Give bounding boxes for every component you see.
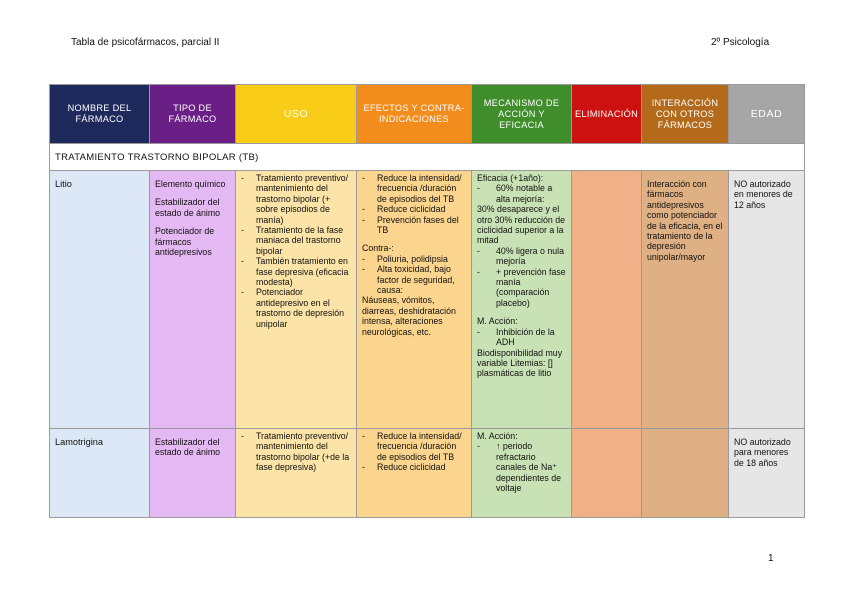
effect-item: - Reduce la intensidad/ frecuencia /duración de episodios del TB xyxy=(362,431,466,462)
contraindication-item: - Alta toxicidad, bajo factor de seguridad, causa: xyxy=(362,264,466,295)
efficacy-title: Eficacia (+1año): xyxy=(477,173,544,183)
action-title: M. Acción: xyxy=(477,431,518,441)
psychopharmaceuticals-table xyxy=(49,84,805,518)
effect-item: - Reduce la intensidad/ frecuencia /duración de episodios del TB xyxy=(362,173,466,204)
page-number: 1 xyxy=(768,553,774,564)
mechanism-cell xyxy=(472,171,572,429)
use-item: - Tratamiento preventivo/ mantenimiento del trastorno bipolar (+de la fase depresiva) xyxy=(241,431,351,473)
course-label: 2º Psicología xyxy=(711,37,770,48)
drug-type: Estabilizador del estado de ánimo xyxy=(155,197,221,218)
table-row-lamotrigina xyxy=(50,429,805,518)
contraindication-item: - Poliuria, polidipsia xyxy=(362,254,466,264)
drug-type-cell xyxy=(150,429,236,518)
mechanism-cell xyxy=(472,429,572,518)
column-header-nombre: NOMBRE DEL FÁRMACO xyxy=(50,85,150,144)
elimination-cell xyxy=(572,171,642,429)
column-header-efectos: EFECTOS Y CONTRA-INDICACIONES xyxy=(357,85,472,144)
interaction-cell: Interacción con fármacos antidepresivos como potenciador de la eficacia, en el tratamiento de la depresión unipolar/mayor xyxy=(642,171,729,429)
effect-item: - Reduce ciclicidad xyxy=(362,204,466,214)
use-item: - Tratamiento de la fase maniaca del trastorno bipolar xyxy=(241,225,351,256)
action-item: - Inhibición de la ADH xyxy=(477,327,566,348)
use-item: - Potenciador antidepresivo en el trastorno de depresión unipolar xyxy=(241,287,351,329)
column-header-eliminacion: ELIMINACIÓN xyxy=(572,85,642,144)
drug-type-cell xyxy=(150,171,236,429)
use-cell xyxy=(236,171,357,429)
section-row xyxy=(50,144,805,171)
efficacy-item: - 40% ligera o nula mejoría xyxy=(477,246,566,267)
interaction-cell xyxy=(642,429,729,518)
efficacy-detail: 30% desaparece y el otro 30% reducción de ciclicidad superior a la mitad xyxy=(477,204,566,246)
drug-type: Elemento químico xyxy=(155,179,226,189)
table-header-row xyxy=(50,85,805,144)
drug-name: Litio xyxy=(50,171,150,429)
effects-cell xyxy=(357,171,472,429)
column-header-edad: EDAD xyxy=(729,85,805,144)
effect-item: - Reduce ciclicidad xyxy=(362,462,466,472)
contraindication-detail: Náuseas, vómitos, diarreas, deshidratación intensa, alteraciones neurológicas, etc. xyxy=(362,295,456,337)
column-header-tipo: TIPO DE FÁRMACO xyxy=(150,85,236,144)
effects-cell xyxy=(357,429,472,518)
drug-type: Estabilizador del estado de ánimo xyxy=(155,437,221,458)
section-title: TRATAMIENTO TRASTORNO BIPOLAR (TB) xyxy=(50,144,805,171)
effect-item: - Prevención fases del TB xyxy=(362,215,466,236)
age-cell: NO autorizado para menores de 18 años xyxy=(729,429,805,518)
efficacy-item: - 60% notable a alta mejoría: xyxy=(477,183,566,204)
contraindications-title: Contra-: xyxy=(362,243,394,254)
use-cell xyxy=(236,429,357,518)
column-header-mecanismo: MECANISMO DE ACCIÓN Y EFICACIA xyxy=(472,85,572,144)
drug-type: Potenciador de fármacos antidepresivos xyxy=(155,226,215,258)
efficacy-item: - + prevención fase manía (comparación placebo) xyxy=(477,267,566,309)
age-cell: NO autorizado en menores de 12 años xyxy=(729,171,805,429)
drug-name: Lamotrigina xyxy=(50,429,150,518)
table-row-litio xyxy=(50,171,805,429)
use-item: - Tratamiento preventivo/ mantenimiento del trastorno bipolar (+ sobre episodios de manía) xyxy=(241,173,351,225)
action-item: - ↑ periodo refractario canales de Na⁺ dependientes de voltaje xyxy=(477,441,566,493)
action-detail: Biodisponibilidad muy variable Litemias: [] plasmáticas de litio xyxy=(477,347,563,379)
action-title: M. Acción: xyxy=(477,316,518,327)
elimination-cell xyxy=(572,429,642,518)
column-header-uso: USO xyxy=(236,85,357,144)
document-title: Tabla de psicofármacos, parcial II xyxy=(71,37,220,48)
use-item: - También tratamiento en fase depresiva (eficacia modesta) xyxy=(241,256,351,287)
column-header-interaccion: INTERACCIÓN CON OTROS FÁRMACOS xyxy=(642,85,729,144)
